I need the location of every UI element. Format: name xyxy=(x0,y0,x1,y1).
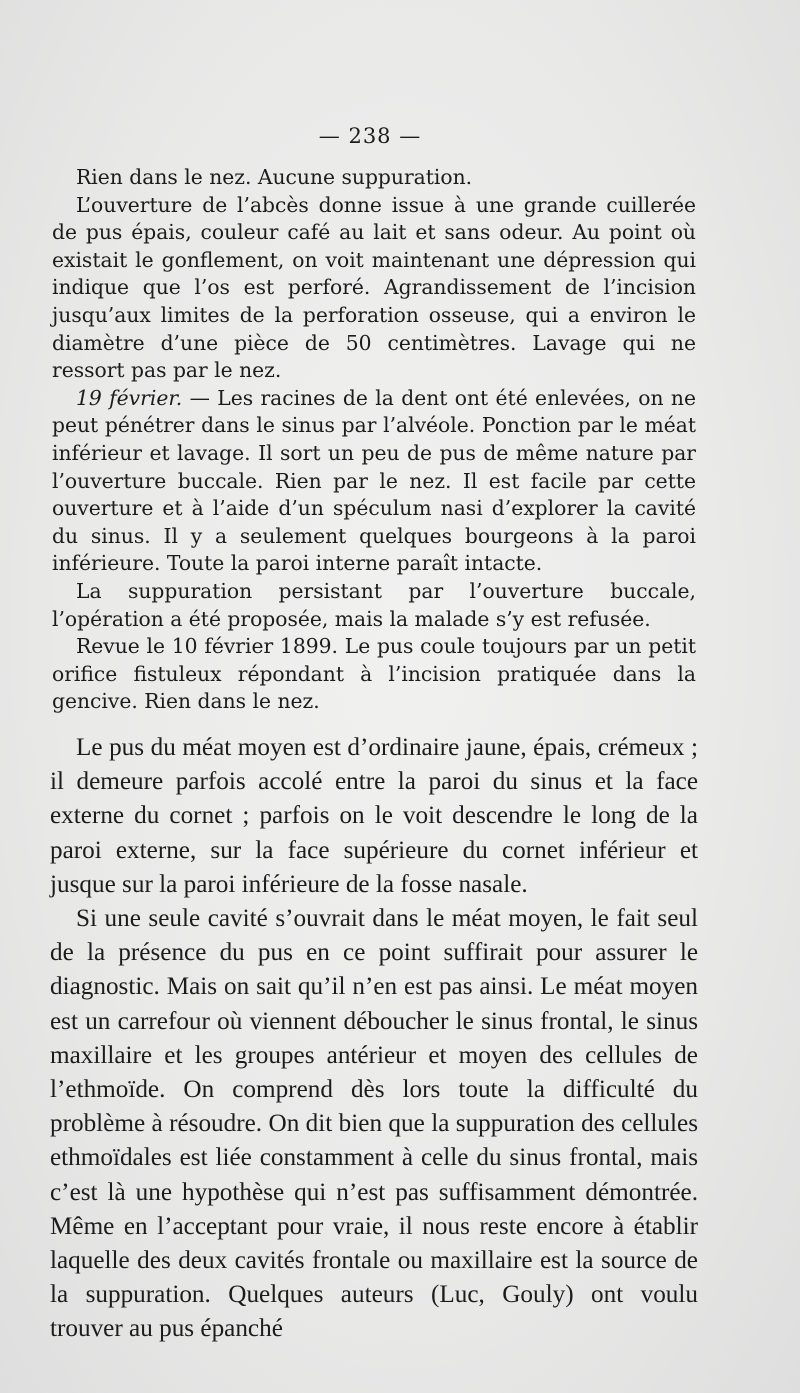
body-paragraph: Le pus du méat moyen est d’ordinaire jaune, épais, crémeux ; il demeure parfois accolé entre la paroi du sinus et la face externe du cornet ; parfois on le voit descendre le long de la paroi externe, sur la face supérieure du cornet inférieur et jusque sur la paroi inférieure de la fosse nasale. xyxy=(50,734,698,898)
case-paragraph-text: — Les racines de la dent ont été enlevées, on ne peut pénétrer dans le sinus par l’alvéole. Ponction par le méat inférieur et lavage. Il sort un peu de pus de même nature par l’ouverture buccale. Rien par le nez. Il est facile par cette ouverture et à l’aide d’un spéculum nasi d’explorer la cavité du sinus. Il y a seulement quelques bourgeons à la paroi inférieure. Toute la paroi interne paraît intacte. xyxy=(52,385,696,576)
main-text xyxy=(50,731,698,1347)
case-paragraph: L’ouverture de l’abcès donne issue à une grande cuillerée de pus épais, couleur café au lait et sans odeur. Au point où existait le gonflement, on voit maintenant une dépression qui indique que l’os est perforé. Agrandissement de l’incision jusqu’aux limites de la perforation osseuse, qui a environ le diamètre d’une pièce de 50 centimètres. Lavage qui ne ressort pas par le nez. xyxy=(52,192,696,383)
case-paragraph: La suppuration persistant par l’ouverture buccale, l’opération a été proposée, mais la malade s’y est refusée. xyxy=(52,578,696,631)
page-number: — 238 — xyxy=(318,124,422,148)
case-report xyxy=(52,164,696,716)
case-date: 19 février. xyxy=(76,385,183,410)
case-paragraph: Rien dans le nez. Aucune suppuration. xyxy=(76,165,473,189)
case-paragraph: Revue le 10 février 1899. Le pus coule toujours par un petit orifice fistuleux répondant à l’incision pratiquée dans la gencive. Rien dans le nez. xyxy=(52,634,696,714)
case-paragraph xyxy=(52,385,696,578)
body-paragraph: Si une seule cavité s’ouvrait dans le méat moyen, le fait seul de la présence du pus en ce point suffirait pour assurer le diagnostic. Mais on sait qu’il n’en est pas ainsi. Le méat moyen est un carrefour où viennent déboucher le sinus frontal, le sinus maxillaire et les groupes antérieur et moyen des cellules de l’ethmoïde. On comprend dès lors toute la difficulté du problème à résoudre. On dit bien que la suppuration des cellules ethmoïdales est liée constamment à celle du sinus frontal, mais c’est là une hypothèse qui n’est pas suffisamment démontrée. Même en l’acceptant pour vraie, il nous reste encore à établir laquelle des deux cavités frontale ou maxillaire est la source de la suppuration. Quelques auteurs (Luc, Gouly) ont voulu trouver au pus épanché xyxy=(50,905,698,1343)
